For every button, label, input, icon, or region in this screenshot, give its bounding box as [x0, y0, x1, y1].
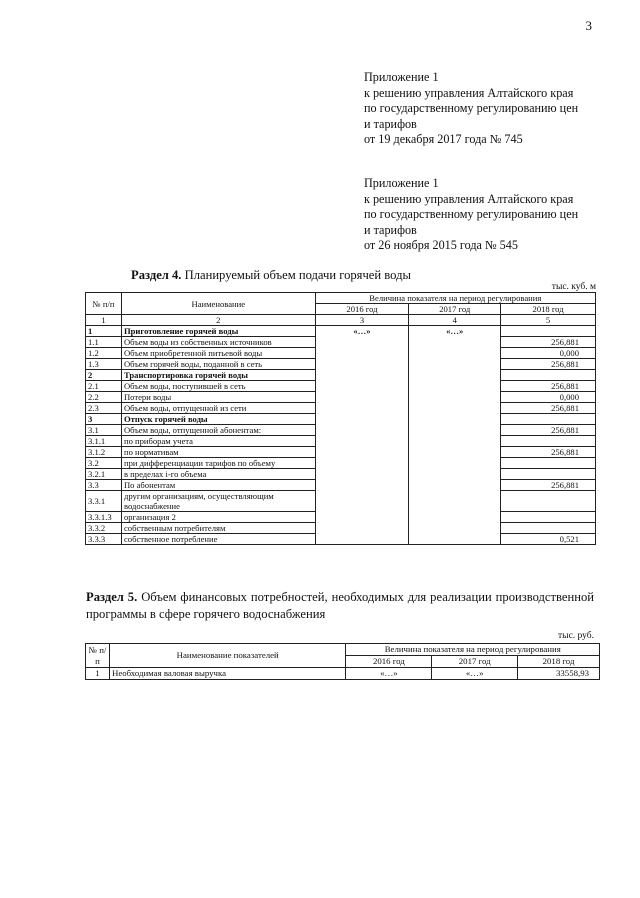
row-num: 3.1.2 [86, 447, 122, 458]
row-num: 3.3 [86, 480, 122, 491]
row-num: 1 [86, 668, 110, 680]
row-num: 3.3.3 [86, 534, 122, 545]
header-year: 2018 год [518, 656, 600, 668]
row-num: 3.2 [86, 458, 122, 469]
row-value: 256,881 [501, 359, 596, 370]
row-num: 3.1 [86, 425, 122, 436]
row-value: 256,881 [501, 403, 596, 414]
row-num: 2.2 [86, 392, 122, 403]
row-value: «…» [346, 668, 432, 680]
appendix-line: Приложение 1 [364, 70, 439, 84]
appendix-line: от 26 ноября 2015 года № 545 [364, 238, 518, 253]
row-name: организация 2 [121, 512, 315, 523]
appendix-line: Приложение 1 [364, 176, 439, 190]
row-name: Транспортировка горячей воды [121, 370, 315, 381]
row-num: 1.3 [86, 359, 122, 370]
appendix-line: к решению управления Алтайского края [364, 85, 574, 100]
column-index: 2 [121, 315, 315, 326]
row-value [501, 491, 596, 512]
row-name: Потери воды [121, 392, 315, 403]
row-value [501, 523, 596, 534]
header-group: Величина показателя на период регулирования [315, 293, 595, 304]
column-index: 4 [409, 315, 501, 326]
header-year: 2016 год [346, 656, 432, 668]
appendix-line: к решению управления Алтайского края [364, 191, 574, 206]
header-num: № п/п [86, 293, 122, 315]
row-value: 256,881 [501, 447, 596, 458]
row-value [501, 326, 596, 337]
row-name: другим организациям, осуществляющим водоснабжение [121, 491, 315, 512]
row-num: 2.1 [86, 381, 122, 392]
appendix-previous [364, 176, 578, 254]
column-index: 1 [86, 315, 122, 326]
row-num: 3.3.2 [86, 523, 122, 534]
row-name: Объем горячей воды, поданной в сеть [121, 359, 315, 370]
row-value [501, 414, 596, 425]
row-value: 0,000 [501, 392, 596, 403]
section4-label: Раздел 4. [131, 268, 182, 282]
header-year: 2016 год [315, 304, 409, 315]
header-year: 2018 год [501, 304, 596, 315]
appendix-line: и тарифов [364, 116, 417, 131]
row-name: по нормативам [121, 447, 315, 458]
row-name: Отпуск горячей воды [121, 414, 315, 425]
row-name: Объем воды, отпущенной абонентам: [121, 425, 315, 436]
row-num: 3.1.1 [86, 436, 122, 447]
row-name: по приборам учета [121, 436, 315, 447]
row-value [501, 512, 596, 523]
appendix-line: по государственному регулированию цен [364, 101, 579, 116]
section5-unit: тыс. руб. [558, 631, 594, 641]
row-value: 0,000 [501, 348, 596, 359]
row-num: 2 [86, 370, 122, 381]
page-number: 3 [585, 18, 592, 33]
row-value: 0,521 [501, 534, 596, 545]
section5-heading [86, 589, 594, 622]
section4-title: Планируемый объем подачи горячей воды [184, 268, 411, 282]
appendix-line: и тарифов [364, 222, 417, 237]
header-num: № п/п [86, 644, 110, 668]
section5-table [85, 643, 600, 680]
section5-label: Раздел 5. [86, 590, 138, 604]
row-value: «…» [315, 326, 409, 545]
row-value: 256,881 [501, 337, 596, 348]
row-name: Объем приобретенной питьевой воды [121, 348, 315, 359]
row-value [501, 370, 596, 381]
row-name: Необходимая валовая выручка [109, 668, 345, 680]
column-index: 5 [501, 315, 596, 326]
appendix-current [364, 70, 578, 148]
header-year: 2017 год [432, 656, 518, 668]
appendix-line: по государственному регулированию цен [364, 207, 579, 222]
row-num: 3.2.1 [86, 469, 122, 480]
row-num: 3.3.1 [86, 491, 122, 512]
row-num: 1.1 [86, 337, 122, 348]
row-value [501, 458, 596, 469]
row-num: 1 [86, 326, 122, 337]
row-name: Объем воды, поступившей в сеть [121, 381, 315, 392]
row-name: По абонентам [121, 480, 315, 491]
header-group: Величина показателя на период регулирования [346, 644, 600, 656]
row-name: собственным потребителям [121, 523, 315, 534]
section4-heading [131, 268, 411, 283]
row-value: «…» [432, 668, 518, 680]
section4-table [85, 292, 596, 545]
row-value: 256,881 [501, 381, 596, 392]
row-name: Объем воды из собственных источников [121, 337, 315, 348]
row-value: 33558,93 [518, 668, 600, 680]
header-year: 2017 год [409, 304, 501, 315]
row-num: 3.3.1.3 [86, 512, 122, 523]
row-value [501, 436, 596, 447]
header-name: Наименование показателей [109, 644, 345, 668]
section5-title: Объем финансовых потребностей, необходимых для реализации производственной программы в сфере горячего водоснабжения [86, 590, 594, 621]
appendix-line: от 19 декабря 2017 года № 745 [364, 132, 523, 147]
section4-unit: тыс. куб. м [551, 282, 596, 292]
row-num: 2.3 [86, 403, 122, 414]
row-name: в пределах i-го объема [121, 469, 315, 480]
header-name: Наименование [121, 293, 315, 315]
row-name: собственное потребление [121, 534, 315, 545]
row-value: 256,881 [501, 425, 596, 436]
table-row [86, 326, 596, 337]
row-value: 256,881 [501, 480, 596, 491]
table-row [86, 668, 600, 680]
column-index: 3 [315, 315, 409, 326]
row-name: Объем воды, отпущенной из сети [121, 403, 315, 414]
row-value: «…» [409, 326, 501, 545]
row-name: при дифференциации тарифов по объему [121, 458, 315, 469]
row-name: Приготовление горячей воды [121, 326, 315, 337]
row-num: 3 [86, 414, 122, 425]
row-num: 1.2 [86, 348, 122, 359]
row-value [501, 469, 596, 480]
